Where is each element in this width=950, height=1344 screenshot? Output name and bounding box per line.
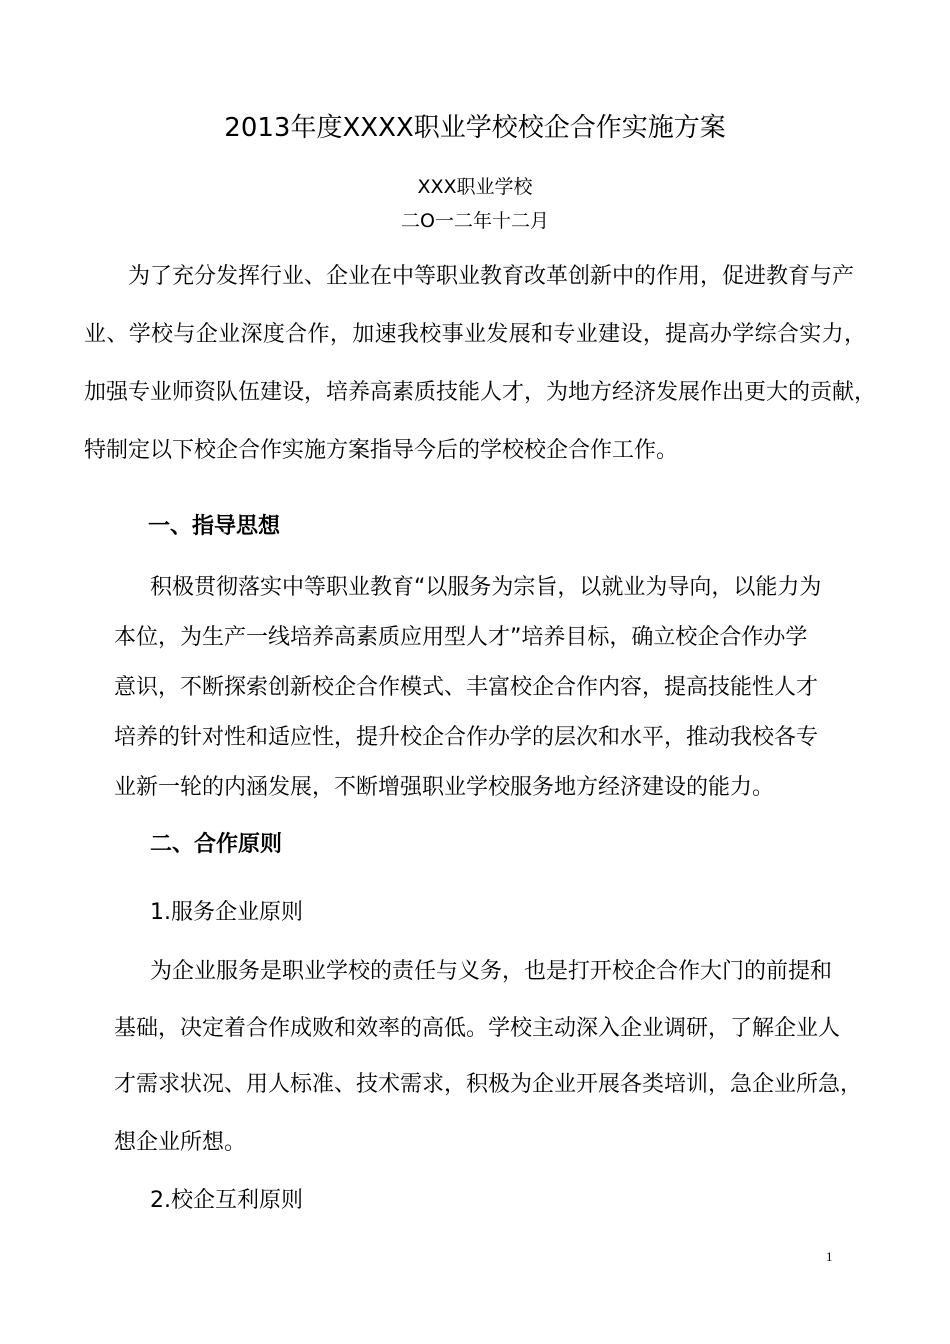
paragraph-line: 特制定以下校企合作实施方案指导今后的学校校企合作工作。 — [84, 438, 679, 463]
document-date: 二O一二年十二月 — [401, 210, 549, 232]
paragraph-line: 加强专业师资队伍建设，培养高素质技能人才，为地方经济发展作出更大的贡献， — [84, 380, 877, 405]
paragraph-line: 积极贯彻落实中等职业教育“以服务为宗旨，以就业为导向，以能力为 — [150, 575, 822, 600]
paragraph-line: 基础，决定着合作成败和效率的高低。学校主动深入企业调研，了解企业人 — [114, 1016, 841, 1041]
paragraph-line: 为企业服务是职业学校的责任与义务，也是打开校企合作大门的前提和 — [150, 959, 833, 984]
section-heading: 一、指导思想 — [148, 514, 281, 539]
paragraph-line: 想企业所想。 — [114, 1130, 247, 1155]
subsection-heading: 2.校企互利原则 — [150, 1188, 303, 1213]
paragraph-line: 才需求状况、用人标准、技术需求，积极为企业开展各类培训，急企业所急， — [114, 1072, 863, 1097]
paragraph-line: 培养的针对性和适应性，提升校企合作办学的层次和水平，推动我校各专 — [114, 725, 819, 750]
page-number: 1 — [826, 1249, 833, 1264]
document-author: XXX职业学校 — [417, 176, 533, 198]
paragraph-line: 业新一轮的内涵发展，不断增强职业学校服务地方经济建设的能力。 — [114, 775, 775, 800]
paragraph-line: 业、学校与企业深度合作，加速我校事业发展和专业建设，提高办学综合实力， — [84, 322, 866, 347]
section-heading: 二、合作原则 — [150, 832, 283, 857]
paragraph-line: 为了充分发挥行业、企业在中等职业教育改革创新中的作用，促进教育与产 — [128, 264, 855, 289]
document-title: 2013年度XXXX职业学校校企合作实施方案 — [224, 113, 726, 143]
paragraph-line: 意识，不断探索创新校企合作模式、丰富校企合作内容，提高技能性人才 — [114, 675, 819, 700]
subsection-heading: 1.服务企业原则 — [150, 900, 303, 925]
paragraph-line: 本位，为生产一线培养高素质应用型人才”培养目标，确立校企合作办学 — [114, 625, 808, 650]
